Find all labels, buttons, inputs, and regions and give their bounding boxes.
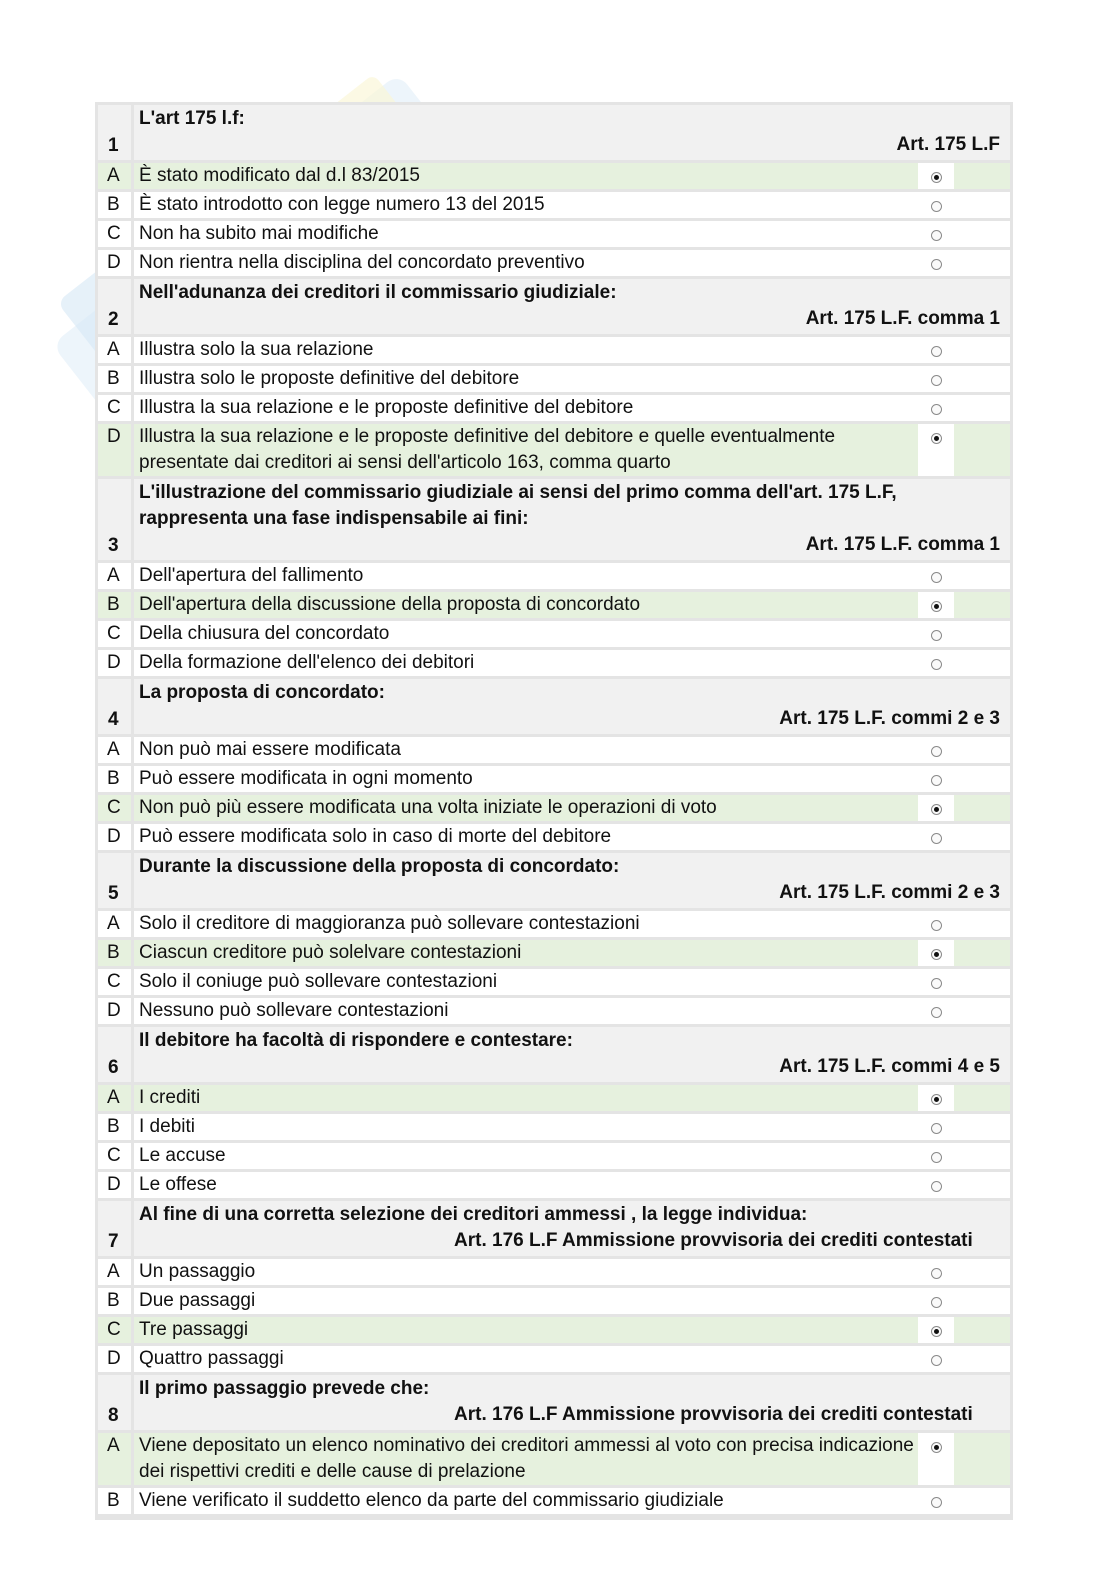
answer-option[interactable] (98, 250, 1010, 279)
option-letter: C (98, 969, 131, 995)
question-body (131, 479, 1010, 560)
option-letter: D (98, 424, 131, 476)
question-text: Al fine di una corretta selezione dei creditori ammessi , la legge individua: (139, 1204, 808, 1225)
option-radio[interactable] (931, 572, 942, 583)
question-number: 1 (108, 135, 119, 156)
radio-cell (918, 1172, 954, 1198)
question-number: 5 (108, 883, 119, 904)
option-text: Le offese (131, 1172, 918, 1198)
radio-cell (918, 998, 954, 1024)
question-number: 8 (108, 1405, 119, 1426)
option-letter: A (98, 1433, 131, 1485)
option-text: Illustra solo le proposte definitive del debitore (131, 366, 918, 392)
answer-option[interactable] (98, 940, 1010, 969)
option-text: Le accuse (131, 1143, 918, 1169)
option-radio[interactable] (931, 1497, 942, 1508)
radio-cell (918, 192, 954, 218)
blank-cell (954, 592, 1010, 618)
question-number: 2 (108, 309, 119, 330)
question-body (131, 1375, 1010, 1430)
radio-cell (918, 911, 954, 937)
question-body (131, 1027, 1010, 1082)
blank-cell (954, 1288, 1010, 1314)
answer-option[interactable] (98, 592, 1010, 621)
question-body (131, 279, 1010, 334)
option-radio[interactable] (931, 920, 942, 931)
question-text: L'illustrazione del commissario giudiziale ai sensi del primo comma dell'art. 175 L.F, rappresenta una fase indispensabile ai fini: (139, 482, 897, 529)
radio-cell (918, 1259, 954, 1285)
option-letter: A (98, 563, 131, 589)
question-reference: Art. 175 L.F. commi 2 e 3 (779, 882, 1000, 903)
blank-cell (954, 911, 1010, 937)
answer-option[interactable] (98, 998, 1010, 1027)
blank-cell (954, 1114, 1010, 1140)
option-radio[interactable] (931, 1152, 942, 1163)
option-letter: D (98, 1346, 131, 1372)
option-radio[interactable] (931, 630, 942, 641)
question-block (98, 1201, 1010, 1375)
option-radio[interactable] (931, 172, 942, 183)
option-text: Non ha subito mai modifiche (131, 221, 918, 247)
blank-cell (954, 1488, 1010, 1514)
radio-cell (918, 395, 954, 421)
option-text: Viene depositato un elenco nominativo dei creditori ammessi al voto con precisa indicazione dei rispettivi crediti e delle cause di prelazione (131, 1433, 918, 1485)
option-letter: A (98, 911, 131, 937)
radio-cell (918, 737, 954, 763)
option-letter: D (98, 998, 131, 1024)
option-radio[interactable] (931, 201, 942, 212)
answer-option[interactable] (98, 911, 1010, 940)
question-header (98, 105, 1010, 163)
option-radio[interactable] (931, 259, 942, 270)
option-letter: B (98, 592, 131, 618)
answer-option[interactable] (98, 1259, 1010, 1288)
answer-option[interactable] (98, 395, 1010, 424)
radio-cell (918, 650, 954, 676)
radio-cell (918, 940, 954, 966)
answer-option[interactable] (98, 766, 1010, 795)
option-text: Solo il coniuge può sollevare contestazioni (131, 969, 918, 995)
option-letter: A (98, 737, 131, 763)
option-radio[interactable] (931, 1268, 942, 1279)
question-block (98, 479, 1010, 679)
option-text: Viene verificato il suddetto elenco da parte del commissario giudiziale (131, 1488, 918, 1514)
option-radio[interactable] (931, 404, 942, 415)
question-reference: Art. 175 L.F. commi 2 e 3 (779, 708, 1000, 729)
question-block (98, 105, 1010, 279)
option-text: Nessuno può sollevare contestazioni (131, 998, 918, 1024)
blank-cell (954, 250, 1010, 276)
blank-cell (954, 969, 1010, 995)
question-header (98, 1201, 1010, 1259)
option-radio[interactable] (931, 1355, 942, 1366)
option-text: È stato introdotto con legge numero 13 del 2015 (131, 192, 918, 218)
option-radio[interactable] (931, 804, 942, 815)
answer-option[interactable] (98, 1433, 1010, 1488)
blank-cell (954, 163, 1010, 189)
option-letter: B (98, 940, 131, 966)
answer-option[interactable] (98, 192, 1010, 221)
blank-cell (954, 337, 1010, 363)
radio-cell (918, 969, 954, 995)
radio-cell (918, 592, 954, 618)
option-radio[interactable] (931, 1123, 942, 1134)
blank-cell (954, 940, 1010, 966)
option-radio[interactable] (931, 346, 942, 357)
question-header (98, 279, 1010, 337)
question-text: Nell'adunanza dei creditori il commissario giudiziale: (139, 282, 617, 303)
option-text: Solo il creditore di maggioranza può sollevare contestazioni (131, 911, 918, 937)
option-text: Illustra solo la sua relazione (131, 337, 918, 363)
option-letter: B (98, 192, 131, 218)
radio-cell (918, 1085, 954, 1111)
question-reference: Art. 175 L.F. comma 1 (805, 308, 1000, 329)
radio-cell (918, 824, 954, 850)
radio-cell (918, 1288, 954, 1314)
radio-cell (918, 163, 954, 189)
question-reference: Art. 175 L.F. commi 4 e 5 (779, 1056, 1000, 1077)
option-text: Della chiusura del concordato (131, 621, 918, 647)
question-reference: Art. 175 L.F. comma 1 (805, 534, 1000, 555)
option-radio[interactable] (931, 230, 942, 241)
blank-cell (954, 192, 1010, 218)
radio-cell (918, 250, 954, 276)
option-text: È stato modificato dal d.l 83/2015 (131, 163, 918, 189)
option-letter: A (98, 163, 131, 189)
option-radio[interactable] (931, 978, 942, 989)
answer-option[interactable] (98, 737, 1010, 766)
option-letter: B (98, 1488, 131, 1514)
option-letter: D (98, 1172, 131, 1198)
radio-cell (918, 221, 954, 247)
option-radio[interactable] (931, 1297, 942, 1308)
blank-cell (954, 1433, 1010, 1485)
option-text: Può essere modificata solo in caso di morte del debitore (131, 824, 918, 850)
option-letter: C (98, 795, 131, 821)
blank-cell (954, 1317, 1010, 1343)
option-letter: A (98, 1085, 131, 1111)
option-radio[interactable] (931, 659, 942, 670)
option-letter: C (98, 395, 131, 421)
question-body (131, 1201, 1010, 1256)
option-text: I debiti (131, 1114, 918, 1140)
blank-cell (954, 366, 1010, 392)
option-radio[interactable] (931, 775, 942, 786)
option-letter: C (98, 221, 131, 247)
option-radio[interactable] (931, 433, 942, 444)
option-letter: D (98, 250, 131, 276)
blank-cell (954, 1259, 1010, 1285)
blank-cell (954, 766, 1010, 792)
blank-cell (954, 221, 1010, 247)
quiz-table (95, 102, 1013, 1520)
option-radio[interactable] (931, 1326, 942, 1337)
option-letter: C (98, 1143, 131, 1169)
radio-cell (918, 1346, 954, 1372)
question-header (98, 1027, 1010, 1085)
blank-cell (954, 1085, 1010, 1111)
radio-cell (918, 563, 954, 589)
option-letter: C (98, 1317, 131, 1343)
blank-cell (954, 1346, 1010, 1372)
option-letter: A (98, 1259, 131, 1285)
answer-option[interactable] (98, 1288, 1010, 1317)
option-letter: B (98, 366, 131, 392)
answer-option[interactable] (98, 337, 1010, 366)
answer-option[interactable] (98, 824, 1010, 853)
option-text: Due passaggi (131, 1288, 918, 1314)
question-text: Durante la discussione della proposta di concordato: (139, 856, 620, 877)
question-header (98, 479, 1010, 563)
radio-cell (918, 337, 954, 363)
question-body (131, 853, 1010, 908)
question-header (98, 1375, 1010, 1433)
blank-cell (954, 650, 1010, 676)
answer-option[interactable] (98, 1488, 1010, 1517)
question-number: 6 (108, 1057, 119, 1078)
option-radio[interactable] (931, 375, 942, 386)
question-number: 7 (108, 1231, 119, 1252)
radio-cell (918, 366, 954, 392)
question-block (98, 1375, 1010, 1517)
blank-cell (954, 824, 1010, 850)
option-letter: C (98, 621, 131, 647)
question-header (98, 679, 1010, 737)
answer-option[interactable] (98, 366, 1010, 395)
option-text: Illustra la sua relazione e le proposte definitive del debitore e quelle eventualmente presentate dai creditori ai sensi dell'articolo 163, comma quarto (131, 424, 918, 476)
radio-cell (918, 766, 954, 792)
option-letter: D (98, 650, 131, 676)
radio-cell (918, 1114, 954, 1140)
radio-cell (918, 795, 954, 821)
option-text: Dell'apertura del fallimento (131, 563, 918, 589)
option-radio[interactable] (931, 1181, 942, 1192)
answer-option[interactable] (98, 1085, 1010, 1114)
radio-cell (918, 424, 954, 476)
blank-cell (954, 795, 1010, 821)
option-text: Dell'apertura della discussione della proposta di concordato (131, 592, 918, 618)
blank-cell (954, 424, 1010, 476)
option-letter: B (98, 1114, 131, 1140)
answer-option[interactable] (98, 1143, 1010, 1172)
radio-cell (918, 1433, 954, 1485)
question-number: 4 (108, 709, 119, 730)
option-text: Della formazione dell'elenco dei debitori (131, 650, 918, 676)
blank-cell (954, 998, 1010, 1024)
blank-cell (954, 395, 1010, 421)
answer-option[interactable] (98, 563, 1010, 592)
option-text: Quattro passaggi (131, 1346, 918, 1372)
option-letter: D (98, 824, 131, 850)
question-block (98, 679, 1010, 853)
question-reference: Art. 176 L.F Ammissione provvisoria dei crediti contestati (454, 1404, 973, 1425)
answer-option[interactable] (98, 424, 1010, 479)
option-radio[interactable] (931, 949, 942, 960)
option-radio[interactable] (931, 601, 942, 612)
answer-option[interactable] (98, 221, 1010, 250)
question-number: 3 (108, 535, 119, 556)
radio-cell (918, 1488, 954, 1514)
answer-option[interactable] (98, 163, 1010, 192)
answer-option[interactable] (98, 1114, 1010, 1143)
question-text: Il debitore ha facoltà di rispondere e contestare: (139, 1030, 573, 1051)
option-text: Ciascun creditore può solelvare contestazioni (131, 940, 918, 966)
option-text: Non rientra nella disciplina del concordato preventivo (131, 250, 918, 276)
radio-cell (918, 1143, 954, 1169)
radio-cell (918, 621, 954, 647)
question-body (131, 105, 1010, 160)
answer-option[interactable] (98, 969, 1010, 998)
blank-cell (954, 1172, 1010, 1198)
question-text: La proposta di concordato: (139, 682, 385, 703)
question-reference: Art. 176 L.F Ammissione provvisoria dei crediti contestati (454, 1230, 973, 1251)
option-letter: A (98, 337, 131, 363)
answer-option[interactable] (98, 795, 1010, 824)
option-text: Può essere modificata in ogni momento (131, 766, 918, 792)
option-radio[interactable] (931, 1007, 942, 1018)
question-block (98, 279, 1010, 479)
question-text: Il primo passaggio prevede che: (139, 1378, 430, 1399)
question-body (131, 679, 1010, 734)
option-radio[interactable] (931, 746, 942, 757)
blank-cell (954, 1143, 1010, 1169)
answer-option[interactable] (98, 1317, 1010, 1346)
blank-cell (954, 621, 1010, 647)
answer-option[interactable] (98, 621, 1010, 650)
answer-option[interactable] (98, 1346, 1010, 1375)
answer-option[interactable] (98, 650, 1010, 679)
option-text: Tre passaggi (131, 1317, 918, 1343)
option-radio[interactable] (931, 1442, 942, 1453)
option-text: Non può più essere modificata una volta iniziate le operazioni di voto (131, 795, 918, 821)
question-text: L'art 175 l.f: (139, 108, 245, 129)
option-radio[interactable] (931, 1094, 942, 1105)
blank-cell (954, 737, 1010, 763)
question-block (98, 1027, 1010, 1201)
question-block (98, 853, 1010, 1027)
answer-option[interactable] (98, 1172, 1010, 1201)
option-text: Illustra la sua relazione e le proposte definitive del debitore (131, 395, 918, 421)
option-letter: B (98, 766, 131, 792)
blank-cell (954, 563, 1010, 589)
option-text: Un passaggio (131, 1259, 918, 1285)
option-text: I crediti (131, 1085, 918, 1111)
radio-cell (918, 1317, 954, 1343)
question-reference: Art. 175 L.F (896, 134, 1000, 155)
option-text: Non può mai essere modificata (131, 737, 918, 763)
question-header (98, 853, 1010, 911)
option-radio[interactable] (931, 833, 942, 844)
option-letter: B (98, 1288, 131, 1314)
